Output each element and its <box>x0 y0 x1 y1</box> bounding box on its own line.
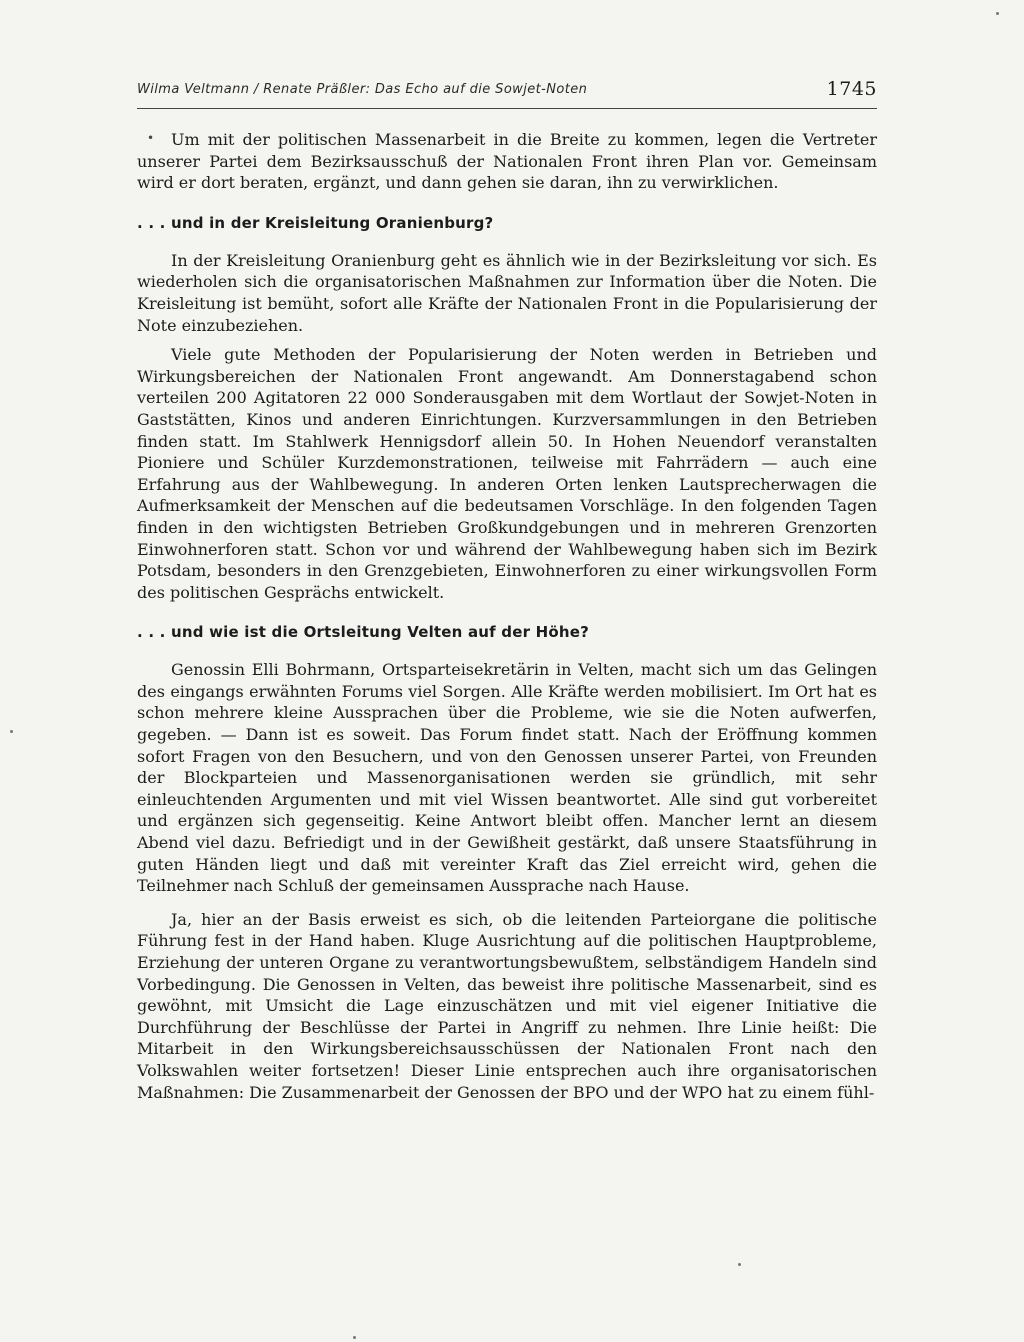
section-ortsleitung <box>137 623 877 1103</box>
running-title: Wilma Veltmann / Renate Präßler: Das Echo auf die Sowjet-Noten <box>137 82 588 97</box>
document-page <box>137 76 877 1103</box>
section-kreisleitung <box>137 214 877 604</box>
first-paragraph-wrapper <box>137 129 877 194</box>
paragraph: Um mit der politischen Massenarbeit in die Breite zu kommen, legen die Vertreter unserer Partei dem Bezirksausschuß der Nationalen Front ihren Plan vor. Gemeinsam wird er dort beraten, ergänzt, und dann gehen sie daran, ihn zu verwirklichen. <box>137 130 877 193</box>
section-intro <box>137 129 877 194</box>
paragraph: Viele gute Methoden der Popularisierung der Noten werden in Betrieben und Wirkungsbereichen der Nationalen Front angewandt. Am Donnerstagabend schon verteilen 200 Agitatoren 22 000 Sonderausgaben mit dem Wortlaut der Sowjet-Noten in Gaststätten, Kinos und anderen Einrichtungen. Kurzversammlungen in den Betrieben finden statt. Im Stahlwerk Hennigsdorf allein 50. In Hohen Neuendorf veranstalten Pioniere und Schüler Kurzdemonstrationen, teilweise mit Fahrrädern — auch eine Erfahrung aus der Wahlbewegung. In anderen Orten lenken Lautsprecherwagen die Aufmerksamkeit der Menschen auf die bedeutsamen Vorschläge. In den folgenden Tagen finden in den wichtigsten Betrieben Großkundgebungen und in mehreren Grenzorten Einwohnerforen statt. Schon vor und während der Wahlbewegung haben sich im Bezirk Potsdam, besonders in den Grenzgebieten, Einwohnerforen zu einer wirkungsvollen Form des politischen Gesprächs entwickelt. <box>137 345 877 602</box>
paragraph: Genossin Elli Bohrmann, Ortsparteisekretärin in Velten, macht sich um das Gelingen des eingangs erwähnten Forums viel Sorgen. Alle Kräfte werden mobilisiert. Im Ort hat es schon mehrere kleine Aussprachen über die Probleme, wie sie die Noten aufwerfen, gegeben. — Dann ist es soweit. Das Forum findet statt. Nach der Eröffnung kommen sofort Fragen von den Besuchern, und von den Genossen unserer Partei, von Freunden der Blockparteien und Massenorganisationen werden sie gründlich, mit sehr einleuchtenden Argumenten und mit viel Wissen beantwortet. Alle sind gut vorbereitet und ergänzen sich gegenseitig. Keine Antwort bleibt offen. Mancher lernt an diesem Abend viel dazu. Befriedigt und in der Gewißheit gestärkt, daß unsere Staatsführung in guten Händen liegt und daß mit vereinter Kraft das Ziel erreicht wird, gehen die Teilnehmer nach Schluß der gemeinsamen Aussprache nach Hause. <box>137 660 877 896</box>
page-number: 1745 <box>826 78 877 100</box>
paragraph: Ja, hier an der Basis erweist es sich, ob die leitenden Parteiorgane die politische Führung fest in der Hand haben. Kluge Ausrichtung auf die politischen Hauptprobleme, Erziehung der unteren Organe zu verantwortungsbewußtem, selbständigem Handeln sind Vorbedingung. Die Genossen in Velten, das beweist ihre politische Massenarbeit, sind es gewöhnt, mit Umsicht die Lage einzuschätzen und mit viel eigener Initiative die Durchführung der Beschlüsse der Partei in Angriff zu nehmen. Ihre Linie heißt: Die Mitarbeit in den Wirkungsbereichsausschüssen der Nationalen Front nach den Volkswahlen weiter fortsetzen! Dieser Linie entsprechen auch ihre organisatorischen Maßnahmen: Die Zusammenarbeit der Genossen der BPO und der WPO hat zu einem fühl- <box>137 909 877 1102</box>
header-rule <box>137 108 877 109</box>
scan-speck <box>353 1336 356 1339</box>
section-heading: . . . und in der Kreisleitung Oranienburg? <box>137 213 494 232</box>
running-header <box>137 76 877 108</box>
scan-speck <box>738 1263 741 1266</box>
section-heading: . . . und wie ist die Ortsleitung Velten auf der Höhe? <box>137 623 590 642</box>
scan-speck <box>996 12 999 15</box>
bullet-mark: • <box>147 131 155 145</box>
paragraph: In der Kreisleitung Oranienburg geht es ähnlich wie in der Bezirksleitung vor sich. Es wiederholen sich die organisatorischen Maßnahmen zur Information über die Noten. Die Kreisleitung ist bemüht, sofort alle Kräfte der Nationalen Front in die Popularisierung der Note einzubeziehen. <box>137 250 877 335</box>
scan-speck <box>10 730 13 733</box>
